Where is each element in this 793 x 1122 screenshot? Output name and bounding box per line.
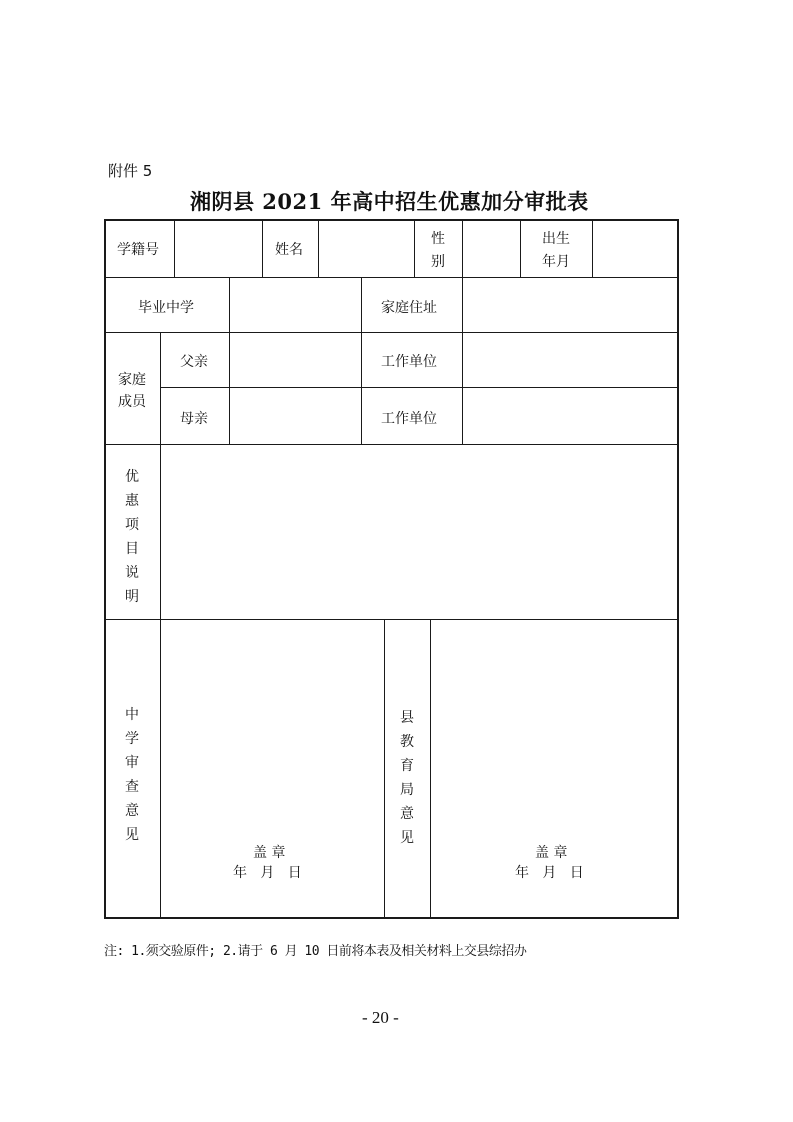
graduated-school-label: 毕业中学 xyxy=(138,300,194,316)
page-number: - 20 - xyxy=(362,1008,399,1027)
attachment-label: 附件 5 xyxy=(108,162,153,180)
mother-label: 母亲 xyxy=(180,411,208,427)
county-date-label: 年 月 日 xyxy=(515,865,584,881)
footer-note: 注: 1.须交验原件; 2.请于 6 月 10 日前将本表及相关材料上交县综招办 xyxy=(104,944,527,959)
family-members-label-bottom: 成员 xyxy=(118,394,146,410)
mother-work-unit-label: 工作单位 xyxy=(381,411,437,427)
school-review-label: 中 学 审 查 意 见 xyxy=(125,707,139,843)
home-address-label: 家庭住址 xyxy=(381,300,437,316)
name-label: 姓名 xyxy=(275,242,303,258)
father-label: 父亲 xyxy=(180,354,208,370)
county-review-label: 县 教 育 局 意 见 xyxy=(400,710,414,846)
bonus-description-field[interactable] xyxy=(162,446,676,618)
school-date-label: 年 月 日 xyxy=(233,865,302,881)
family-members-label-top: 家庭 xyxy=(118,372,146,388)
student-id-field[interactable] xyxy=(176,221,261,276)
gender-field[interactable] xyxy=(464,221,519,276)
father-work-unit-field[interactable] xyxy=(464,334,676,386)
father-name-field[interactable] xyxy=(231,334,360,386)
page-title: 湘阴县 2021 年高中招生优惠加分审批表 xyxy=(190,189,589,214)
home-address-field[interactable] xyxy=(464,279,676,331)
student-id-label: 学籍号 xyxy=(117,242,159,258)
gender-label-bottom: 别 xyxy=(431,254,445,270)
mother-name-field[interactable] xyxy=(231,389,360,443)
father-work-unit-label: 工作单位 xyxy=(381,354,437,370)
birth-label-top: 出生 xyxy=(542,231,570,247)
school-review-field[interactable] xyxy=(162,621,383,841)
graduated-school-field[interactable] xyxy=(231,279,360,331)
mother-work-unit-field[interactable] xyxy=(464,389,676,443)
gender-label-top: 性 xyxy=(431,231,445,247)
birth-date-field[interactable] xyxy=(594,221,676,276)
school-seal-label: 盖 章 xyxy=(253,845,286,861)
county-seal-label: 盖 章 xyxy=(535,845,568,861)
county-review-field[interactable] xyxy=(432,621,676,841)
birth-label-bottom: 年月 xyxy=(542,254,570,270)
bonus-description-label: 优 惠 项 目 说 明 xyxy=(125,469,139,605)
name-field[interactable] xyxy=(320,221,413,276)
